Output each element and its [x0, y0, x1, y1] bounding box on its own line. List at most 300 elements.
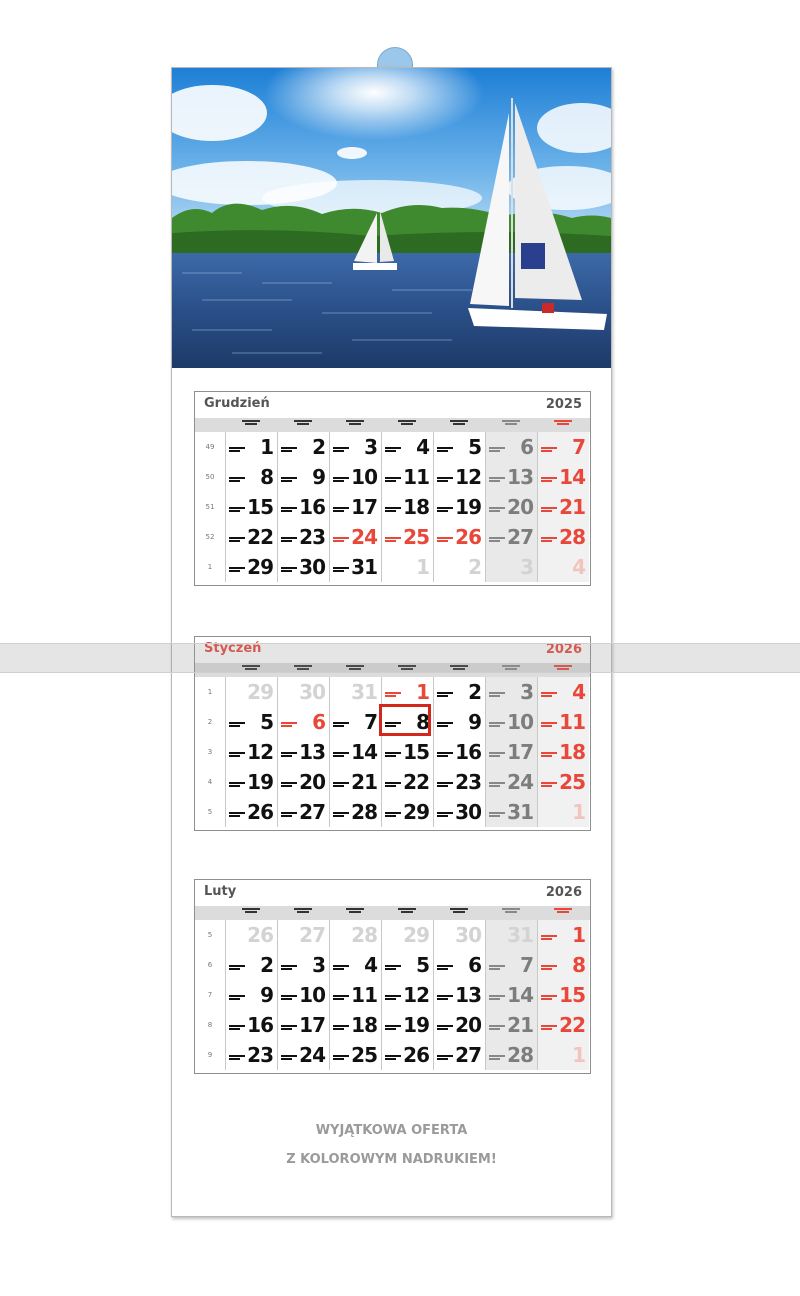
day-cell[interactable]	[537, 432, 589, 462]
day-number: 26	[247, 923, 273, 947]
name-day-text	[333, 477, 349, 482]
day-number: 13	[507, 465, 533, 489]
week-number: 5	[207, 808, 213, 816]
day-cell[interactable]	[225, 767, 277, 797]
week-number: 50	[205, 473, 215, 481]
day-cell[interactable]	[433, 980, 485, 1010]
day-number: 1	[416, 680, 429, 704]
day-cell[interactable]	[277, 462, 329, 492]
day-number: 17	[507, 740, 533, 764]
week-row	[195, 737, 590, 767]
day-number: 15	[559, 983, 585, 1007]
name-day-text	[385, 782, 401, 787]
day-number: 2	[468, 680, 481, 704]
day-cell[interactable]	[329, 980, 381, 1010]
name-day-text	[437, 722, 453, 727]
name-day-text	[541, 965, 557, 970]
day-cell[interactable]	[277, 737, 329, 767]
day-cell[interactable]	[485, 737, 537, 767]
day-cell[interactable]	[329, 522, 381, 552]
name-day-text	[229, 995, 245, 1000]
day-number: 22	[559, 1013, 585, 1037]
day-cell[interactable]	[225, 522, 277, 552]
day-number: 9	[468, 710, 481, 734]
day-cell[interactable]	[537, 980, 589, 1010]
name-day-text	[541, 447, 557, 452]
day-number: 7	[572, 435, 585, 459]
day-cell[interactable]	[433, 737, 485, 767]
name-day-text	[437, 1055, 453, 1060]
name-day-text	[281, 567, 297, 572]
day-number: 4	[572, 555, 585, 579]
name-day-text	[385, 1025, 401, 1030]
week-row	[195, 522, 590, 552]
day-cell[interactable]	[433, 707, 485, 737]
weekday-header-mark	[277, 420, 329, 425]
hanging-hole	[377, 47, 413, 69]
promo-line-2: Z KOLOROWYM NADRUKIEM!	[286, 1152, 497, 1167]
day-cell[interactable]	[225, 920, 277, 950]
day-number: 25	[351, 1043, 377, 1067]
day-number: 29	[403, 923, 429, 947]
name-day-text	[229, 965, 245, 970]
day-cell[interactable]	[433, 1010, 485, 1040]
day-cell[interactable]	[225, 492, 277, 522]
sailboat-photo-image	[172, 68, 611, 368]
day-cell[interactable]	[277, 1040, 329, 1070]
name-day-text	[281, 782, 297, 787]
day-cell[interactable]	[329, 492, 381, 522]
week-row	[195, 980, 590, 1010]
day-number: 3	[520, 680, 533, 704]
day-cell[interactable]	[381, 920, 433, 950]
day-number: 17	[299, 1013, 325, 1037]
day-cell[interactable]	[381, 767, 433, 797]
day-cell[interactable]	[433, 677, 485, 707]
name-day-text	[437, 965, 453, 970]
name-day-text	[489, 752, 505, 757]
day-number: 11	[351, 983, 377, 1007]
day-cell[interactable]	[329, 1040, 381, 1070]
name-day-text	[437, 447, 453, 452]
name-day-text	[437, 507, 453, 512]
name-day-text	[333, 537, 349, 542]
day-number: 30	[455, 800, 481, 824]
name-day-text	[489, 1025, 505, 1030]
day-cell[interactable]	[381, 1040, 433, 1070]
month-panel	[194, 391, 591, 586]
name-day-text	[281, 965, 297, 970]
name-day-text	[229, 447, 245, 452]
day-cell[interactable]	[329, 432, 381, 462]
name-day-text	[333, 752, 349, 757]
day-cell[interactable]	[433, 492, 485, 522]
day-cell[interactable]	[277, 1010, 329, 1040]
day-cell[interactable]	[537, 492, 589, 522]
promo-line-1: WYJĄTKOWA OFERTA	[315, 1123, 468, 1138]
name-day-text	[541, 995, 557, 1000]
day-cell[interactable]	[485, 552, 537, 582]
name-day-text	[281, 537, 297, 542]
day-cell[interactable]	[381, 432, 433, 462]
month-name: Grudzień	[204, 396, 270, 411]
day-cell[interactable]	[537, 462, 589, 492]
day-number: 5	[416, 953, 429, 977]
day-cell[interactable]	[485, 920, 537, 950]
name-day-text	[385, 692, 401, 697]
day-cell[interactable]	[537, 737, 589, 767]
day-number: 21	[559, 495, 585, 519]
week-row	[195, 492, 590, 522]
day-cell[interactable]	[225, 797, 277, 827]
day-cell[interactable]	[381, 552, 433, 582]
name-day-text	[541, 752, 557, 757]
day-cell[interactable]	[433, 462, 485, 492]
name-day-text	[333, 812, 349, 817]
weekday-header-mark	[433, 420, 485, 425]
day-number: 17	[351, 495, 377, 519]
day-number: 27	[299, 800, 325, 824]
day-number: 4	[416, 435, 429, 459]
week-row	[195, 920, 590, 950]
name-day-text	[333, 567, 349, 572]
day-cell[interactable]	[485, 1010, 537, 1040]
week-number: 9	[207, 1051, 213, 1059]
month-name: Styczeń	[204, 641, 262, 656]
day-number: 24	[299, 1043, 325, 1067]
day-number: 6	[520, 435, 533, 459]
name-day-text	[229, 1025, 245, 1030]
day-cell[interactable]	[537, 522, 589, 552]
day-cell[interactable]	[485, 492, 537, 522]
week-row	[195, 552, 590, 582]
name-day-text	[541, 537, 557, 542]
day-number: 2	[468, 555, 481, 579]
month-day-grid	[195, 663, 590, 831]
name-day-text	[489, 782, 505, 787]
name-day-text	[333, 782, 349, 787]
day-cell[interactable]	[329, 552, 381, 582]
weekday-header-mark	[485, 908, 537, 913]
day-cell[interactable]	[329, 462, 381, 492]
day-cell[interactable]	[329, 1010, 381, 1040]
name-day-text	[281, 1025, 297, 1030]
week-number: 1	[207, 688, 213, 696]
day-cell[interactable]	[537, 920, 589, 950]
day-number: 20	[299, 770, 325, 794]
name-day-text	[385, 537, 401, 542]
day-cell[interactable]	[277, 677, 329, 707]
week-row	[195, 677, 590, 707]
name-day-text	[541, 507, 557, 512]
weekday-header-mark	[225, 420, 277, 425]
name-day-text	[281, 477, 297, 482]
day-number: 26	[247, 800, 273, 824]
day-number: 12	[247, 740, 273, 764]
day-cell[interactable]	[433, 950, 485, 980]
day-number: 9	[260, 983, 273, 1007]
day-number: 5	[468, 435, 481, 459]
week-number: 4	[207, 778, 213, 786]
weekday-header-mark	[433, 908, 485, 913]
day-number: 16	[247, 1013, 273, 1037]
day-cell[interactable]	[329, 950, 381, 980]
day-cell[interactable]	[485, 677, 537, 707]
day-number: 10	[299, 983, 325, 1007]
day-cell[interactable]	[381, 737, 433, 767]
name-day-text	[489, 537, 505, 542]
day-cell[interactable]	[277, 552, 329, 582]
name-day-text	[385, 447, 401, 452]
day-number: 18	[351, 1013, 377, 1037]
day-number: 27	[455, 1043, 481, 1067]
day-cell[interactable]	[537, 767, 589, 797]
name-day-text	[437, 812, 453, 817]
day-cell[interactable]	[225, 677, 277, 707]
day-cell[interactable]	[537, 1010, 589, 1040]
day-number: 28	[559, 525, 585, 549]
day-number: 28	[507, 1043, 533, 1067]
day-number: 10	[507, 710, 533, 734]
day-cell[interactable]	[381, 462, 433, 492]
day-cell[interactable]	[485, 707, 537, 737]
day-cell[interactable]	[433, 552, 485, 582]
month-year: 2026	[545, 642, 582, 657]
day-cell[interactable]	[225, 950, 277, 980]
name-day-text	[229, 1055, 245, 1060]
day-number: 1	[260, 435, 273, 459]
name-day-text	[333, 995, 349, 1000]
day-number: 19	[403, 1013, 429, 1037]
day-cell[interactable]	[329, 920, 381, 950]
day-cell[interactable]	[537, 1040, 589, 1070]
day-number: 5	[260, 710, 273, 734]
weekday-header-mark	[329, 420, 381, 425]
name-day-text	[229, 507, 245, 512]
day-cell[interactable]	[485, 522, 537, 552]
day-cell[interactable]	[433, 920, 485, 950]
week-number: 49	[205, 443, 215, 451]
day-number: 1	[416, 555, 429, 579]
week-row	[195, 1010, 590, 1040]
day-cell[interactable]	[277, 432, 329, 462]
day-number: 13	[455, 983, 481, 1007]
day-cell[interactable]	[381, 950, 433, 980]
name-day-text	[333, 722, 349, 727]
day-number: 21	[507, 1013, 533, 1037]
day-cell[interactable]	[537, 552, 589, 582]
week-row	[195, 462, 590, 492]
month-year: 2026	[545, 885, 582, 900]
day-number: 4	[364, 953, 377, 977]
day-cell[interactable]	[537, 950, 589, 980]
day-cell[interactable]	[225, 980, 277, 1010]
day-number: 29	[403, 800, 429, 824]
day-number: 31	[507, 800, 533, 824]
name-day-text	[541, 1025, 557, 1030]
week-number: 2	[207, 718, 213, 726]
day-cell[interactable]	[329, 707, 381, 737]
day-number: 27	[299, 923, 325, 947]
weekday-header-mark	[225, 908, 277, 913]
day-cell[interactable]	[381, 980, 433, 1010]
day-number: 7	[364, 710, 377, 734]
day-cell[interactable]	[277, 980, 329, 1010]
month-year: 2025	[545, 397, 582, 412]
name-day-text	[437, 537, 453, 542]
name-day-text	[489, 507, 505, 512]
day-cell[interactable]	[225, 737, 277, 767]
day-number: 10	[351, 465, 377, 489]
week-number: 52	[205, 533, 215, 541]
day-number: 16	[299, 495, 325, 519]
name-day-text	[385, 477, 401, 482]
day-cell[interactable]	[225, 1010, 277, 1040]
day-number: 24	[507, 770, 533, 794]
day-number: 2	[312, 435, 325, 459]
month-panel	[194, 879, 591, 1074]
day-cell[interactable]	[225, 1040, 277, 1070]
day-cell[interactable]	[433, 522, 485, 552]
day-number: 23	[247, 1043, 273, 1067]
day-cell[interactable]	[277, 950, 329, 980]
name-day-text	[437, 692, 453, 697]
day-number: 1	[572, 1043, 585, 1067]
day-cell[interactable]	[485, 797, 537, 827]
day-number: 14	[559, 465, 585, 489]
week-row	[195, 432, 590, 462]
day-number: 9	[312, 465, 325, 489]
week-number: 7	[207, 991, 213, 999]
day-cell[interactable]	[225, 432, 277, 462]
weekday-header-mark	[537, 908, 589, 913]
day-number: 22	[247, 525, 273, 549]
name-day-text	[385, 752, 401, 757]
day-number: 1	[572, 800, 585, 824]
name-day-text	[281, 812, 297, 817]
day-number: 28	[351, 800, 377, 824]
day-number: 26	[455, 525, 481, 549]
day-cell[interactable]	[485, 432, 537, 462]
day-cell[interactable]	[225, 552, 277, 582]
name-day-text	[385, 995, 401, 1000]
name-day-text	[541, 935, 557, 940]
day-cell[interactable]	[485, 767, 537, 797]
day-cell[interactable]	[485, 462, 537, 492]
day-cell[interactable]	[225, 707, 277, 737]
day-cell[interactable]	[381, 797, 433, 827]
name-day-text	[541, 477, 557, 482]
weekday-header-mark	[381, 420, 433, 425]
day-cell[interactable]	[485, 950, 537, 980]
day-number: 22	[403, 770, 429, 794]
day-cell[interactable]	[381, 677, 433, 707]
day-number: 20	[507, 495, 533, 519]
name-day-text	[489, 812, 505, 817]
selected-date-marker[interactable]	[379, 704, 431, 736]
name-day-text	[229, 477, 245, 482]
weekday-header-mark	[485, 420, 537, 425]
day-cell[interactable]	[537, 677, 589, 707]
name-day-text	[489, 995, 505, 1000]
day-number: 28	[351, 923, 377, 947]
name-day-text	[333, 965, 349, 970]
day-cell[interactable]	[329, 677, 381, 707]
month-name: Luty	[204, 884, 237, 899]
day-cell[interactable]	[381, 1010, 433, 1040]
week-number: 1	[207, 563, 213, 571]
day-cell[interactable]	[537, 797, 589, 827]
day-cell[interactable]	[225, 462, 277, 492]
name-day-text	[281, 995, 297, 1000]
name-day-text	[229, 752, 245, 757]
name-day-text	[229, 567, 245, 572]
week-row	[195, 1040, 590, 1070]
day-number: 8	[572, 953, 585, 977]
day-number: 29	[247, 680, 273, 704]
day-cell[interactable]	[485, 980, 537, 1010]
day-cell[interactable]	[277, 797, 329, 827]
name-day-text	[489, 692, 505, 697]
day-cell[interactable]	[277, 920, 329, 950]
day-number: 12	[455, 465, 481, 489]
name-day-text	[437, 752, 453, 757]
day-cell[interactable]	[277, 522, 329, 552]
day-number: 20	[455, 1013, 481, 1037]
day-cell[interactable]	[433, 797, 485, 827]
name-day-text	[281, 722, 297, 727]
day-number: 12	[403, 983, 429, 1007]
day-number: 15	[403, 740, 429, 764]
day-cell[interactable]	[381, 492, 433, 522]
day-cell[interactable]	[329, 767, 381, 797]
name-day-text	[437, 995, 453, 1000]
day-number: 14	[507, 983, 533, 1007]
day-cell[interactable]	[433, 767, 485, 797]
week-row	[195, 797, 590, 827]
date-slider-strip[interactable]	[0, 643, 800, 673]
wall-calendar	[171, 67, 612, 1217]
day-cell[interactable]	[485, 1040, 537, 1070]
day-cell[interactable]	[433, 1040, 485, 1070]
day-cell[interactable]	[277, 707, 329, 737]
name-day-text	[541, 782, 557, 787]
day-cell[interactable]	[537, 707, 589, 737]
day-cell[interactable]	[381, 522, 433, 552]
weekday-header-mark	[381, 908, 433, 913]
day-cell[interactable]	[329, 797, 381, 827]
day-cell[interactable]	[277, 492, 329, 522]
name-day-text	[541, 692, 557, 697]
name-day-text	[437, 477, 453, 482]
day-cell[interactable]	[433, 432, 485, 462]
day-number: 23	[299, 525, 325, 549]
week-number: 8	[207, 1021, 213, 1029]
week-number: 3	[207, 748, 213, 756]
weekday-header-mark	[329, 908, 381, 913]
calendar-photo	[172, 68, 611, 368]
weekday-header-row	[195, 906, 590, 920]
day-cell[interactable]	[277, 767, 329, 797]
week-number: 51	[205, 503, 215, 511]
weekday-header-row	[195, 418, 590, 432]
day-number: 3	[364, 435, 377, 459]
name-day-text	[281, 447, 297, 452]
day-number: 23	[455, 770, 481, 794]
day-number: 31	[351, 555, 377, 579]
name-day-text	[385, 1055, 401, 1060]
day-cell[interactable]	[329, 737, 381, 767]
